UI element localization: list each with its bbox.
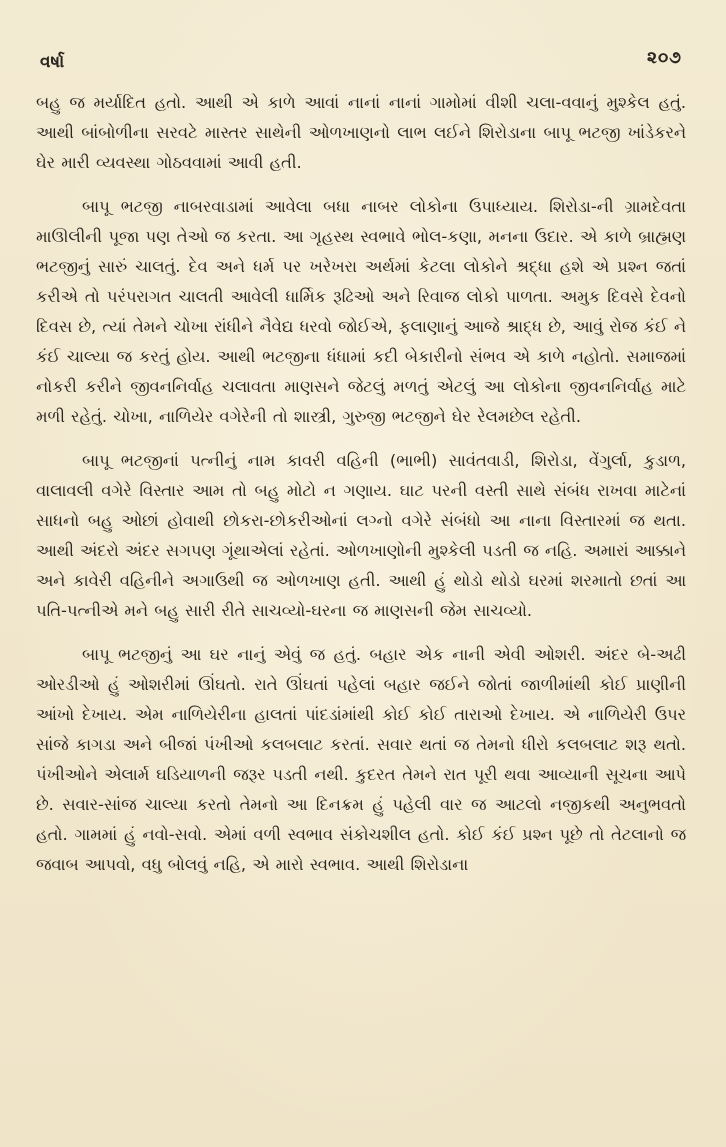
paragraph: બાપૂ ભટજી નાબરવાડામાં આવેલા બધા નાબર લોકોના ઉપાધ્યાય. શિરોડા-ની ગ્રામદેવતા માઊલીની પૂજા પણ તેઓ જ કરતા. આ ગૃહસ્થ સ્વભાવે ભોલ-કણા, મનના ઉદાર. એ કાળે બ્રાહ્મણ ભટજીનું સારું ચાલતું. દેવ અને ધર્મ પર ખરેખરા અર્થમાં કેટલા લોકોને શ્રદ્ધા હશે એ પ્રશ્ન જતાં કરીએ તો પરંપરાગત ચાલતી આવેલી ધાર્મિક રૂઢિઓ અને રિવાજ લોકો પાળતા. અમુક દિવસે દેવનો દિવસ છે, ત્યાં તેમને ચોખા રાંધીને નૈવેદ્ય ધરવો જોઈએ, ફલાણાનું આજે શ્રાદ્ધ છે, આવું રોજ કંઈ ને કંઈ ચાલ્યા જ કરતું હોય. આથી ભટજીના ધંધામાં કદી બેકારીનો સંભવ એ કાળે નહોતો. સમાજમાં નોકરી કરીને જીવનનિર્વાહ ચલાવતા માણસને જેટલું મળતું એટલું આ લોકોના જીવનનિર્વાહ માટે મળી રહેતું. ચોખા, નાળિયેર વગેરેની તો શાસ્ત્રી, ગુરુજી ભટજીને ઘેર રેલમછેલ રહેતી. [36,197,686,426]
body-text [36,88,686,894]
paragraph-continuation: બહુ જ મર્યાદિત હતો. આથી એ કાળે આવાં નાનાં નાનાં ગામોમાં વીશી ચલા-વવાનું મુશ્કેલ હતું. આથી બાંબોળીના સરવટે માસ્તર સાથેની ઓળખાણનો લાભ લઈને શિરોડાના બાપૂ ભટજી ખાંડેકરને ઘેર મારી વ્યવસ્થા ગોઠવવામાં આવી હતી. [36,93,686,172]
chapter-title: વર્ષા [40,52,65,72]
running-header [40,48,682,76]
paragraph: બાપૂ ભટજીનાં પત્નીનું નામ કાવરી વહિની (ભાભી) સાવંતવાડી, શિરોડા, વેંગુર્લા, કુડાળ, વાલાવલી વગેરે વિસ્તાર આમ તો બહુ મોટો ન ગણાય. ઘાટ પરની વસ્તી સાથે સંબંધ રાખવા માટેનાં સાધનો બહુ ઓછાં હોવાથી છોકરા-છોકરીઓનાં લગ્નો વગેરે સંબંધો આ નાના વિસ્તારમાં જ થતા. આથી અંદરો અંદર સગપણ ગૂંથાએલાં રહેતાં. ઓળખાણોની મુશ્કેલી પડતી જ નહિ. અમારાં આક્કાને અને કાવેરી વહિનીને અગાઉથી જ ઓળખાણ હતી. આથી હું થોડો થોડો ઘરમાં શરમાતો છતાં આ પતિ-પત્નીએ મને બહુ સારી રીતે સાચવ્યો-ઘરના જ માણસની જેમ સાચવ્યો. [36,451,686,620]
page-number: ૨૦૭ [646,48,682,68]
paragraph: બાપૂ ભટજીનું આ ઘર નાનું એવું જ હતું. બહાર એક નાની એવી ઓશરી. અંદર બે-અઢી ઓરડીઓ હું ઓશરીમાં ઊંઘતો. રાતે ઊંઘતાં પહેલાં બહાર જઈને જોતાં જાળીમાંથી કોઈ પ્રાણીની આંખો દેખાય. એમ નાળિયેરીના હાલતાં પાંદડાંમાંથી કોઈ કોઈ તારાઓ દેખાય. એ નાળિયેરી ઉપર સાંજે કાગડા અને બીજાં પંખીઓ કલબલાટ કરતાં. સવાર થતાં જ તેમનો ધીરો કલબલાટ શરૂ થતો. પંખીઓને એલાર્મ ઘડિયાળની જરૂર પડતી નથી. કુદરત તેમને રાત પૂરી થવા આવ્યાની સૂચના આપે છે. સવાર-સાંજ ચાલ્યા કરતો તેમનો આ દિનક્રમ હું પહેલી વાર જ આટલો નજીકથી અનુભવતો હતો. ગામમાં હું નવો-સવો. એમાં વળી સ્વભાવ સંકોચશીલ હતો. કોઈ કંઈ પ્રશ્ન પૂછે તો તેટલાનો જ જવાબ આપવો, વધુ બોલવું નહિ, એ મારો સ્વભાવ. આથી શિરોડાના [36,645,686,874]
